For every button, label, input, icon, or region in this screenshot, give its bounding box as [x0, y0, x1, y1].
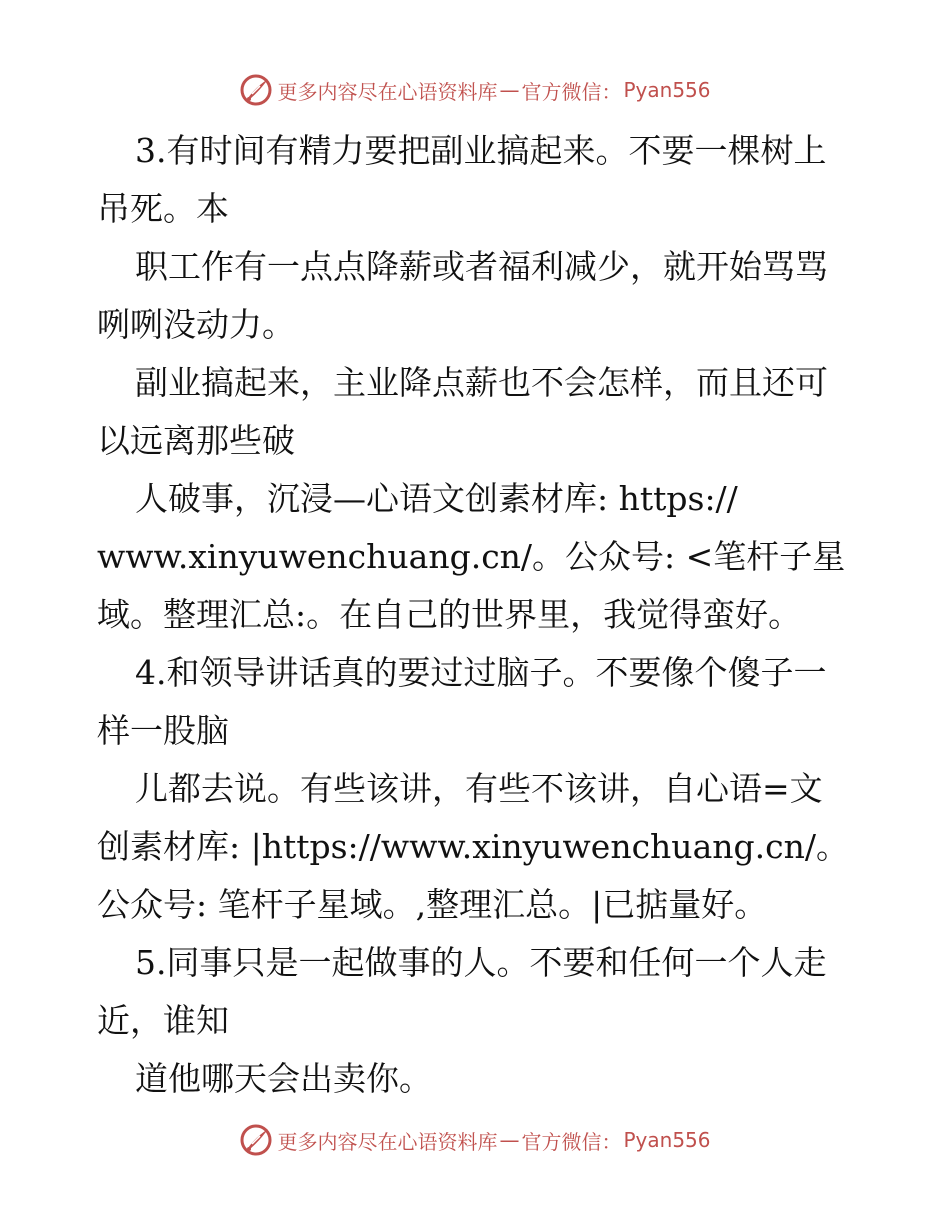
text-line: 人破事，沉浸—心语文创素材库: https:// — [135, 479, 738, 518]
text-line: 5.同事只是一起做事的人。不要和任何一个人走 — [135, 943, 827, 982]
text-line: 近，谁知 — [97, 1001, 229, 1040]
text-line: 域。整理汇总:。在自己的世界里，我觉得蛮好。 — [97, 595, 802, 634]
wechat-id: Pyan556 — [623, 1128, 711, 1152]
wechat-id: Pyan556 — [623, 78, 711, 102]
text-line: 咧咧没动力。 — [97, 305, 295, 344]
feather-pen-logo-icon — [239, 73, 273, 107]
wechat-label: 官方微信： — [521, 1129, 622, 1154]
banner-separator: — — [499, 1128, 520, 1152]
text-line: 4.和领导讲话真的要过过脑子。不要像个傻子一 — [135, 653, 827, 692]
text-line: 儿都去说。有些该讲，有些不该讲，自心语=文 — [135, 769, 823, 808]
text-line: 以远离那些破 — [97, 421, 295, 460]
text-line: www.xinyuwenchuang.cn/。公众号: <笔杆子星 — [97, 537, 846, 576]
banner-title: 更多内容尽在心语资料库 — [277, 1129, 498, 1154]
wechat-label: 官方微信： — [521, 79, 622, 104]
banner-separator: — — [499, 78, 520, 102]
text-line: 3.有时间有精力要把副业搞起来。不要一棵树上 — [135, 131, 827, 170]
document-body — [97, 122, 887, 1108]
text-line: 职工作有一点点降薪或者福利减少，就开始骂骂 — [135, 247, 828, 286]
text-line: 样一股脑 — [97, 711, 229, 750]
banner-title: 更多内容尽在心语资料库 — [277, 79, 498, 104]
text-line: 公众号: 笔杆子星域。,整理汇总。|已掂量好。 — [97, 885, 768, 924]
feather-pen-logo-icon — [239, 1123, 273, 1157]
footer-banner — [0, 1120, 950, 1160]
header-banner — [0, 70, 950, 110]
text-line: 道他哪天会出卖你。 — [135, 1059, 432, 1098]
text-line: 吊死。本 — [97, 189, 229, 228]
text-line: 副业搞起来，主业降点薪也不会怎样，而且还可 — [135, 363, 828, 402]
text-line: 创素材库: |https://www.xinyuwenchuang.cn/。 — [97, 827, 849, 866]
